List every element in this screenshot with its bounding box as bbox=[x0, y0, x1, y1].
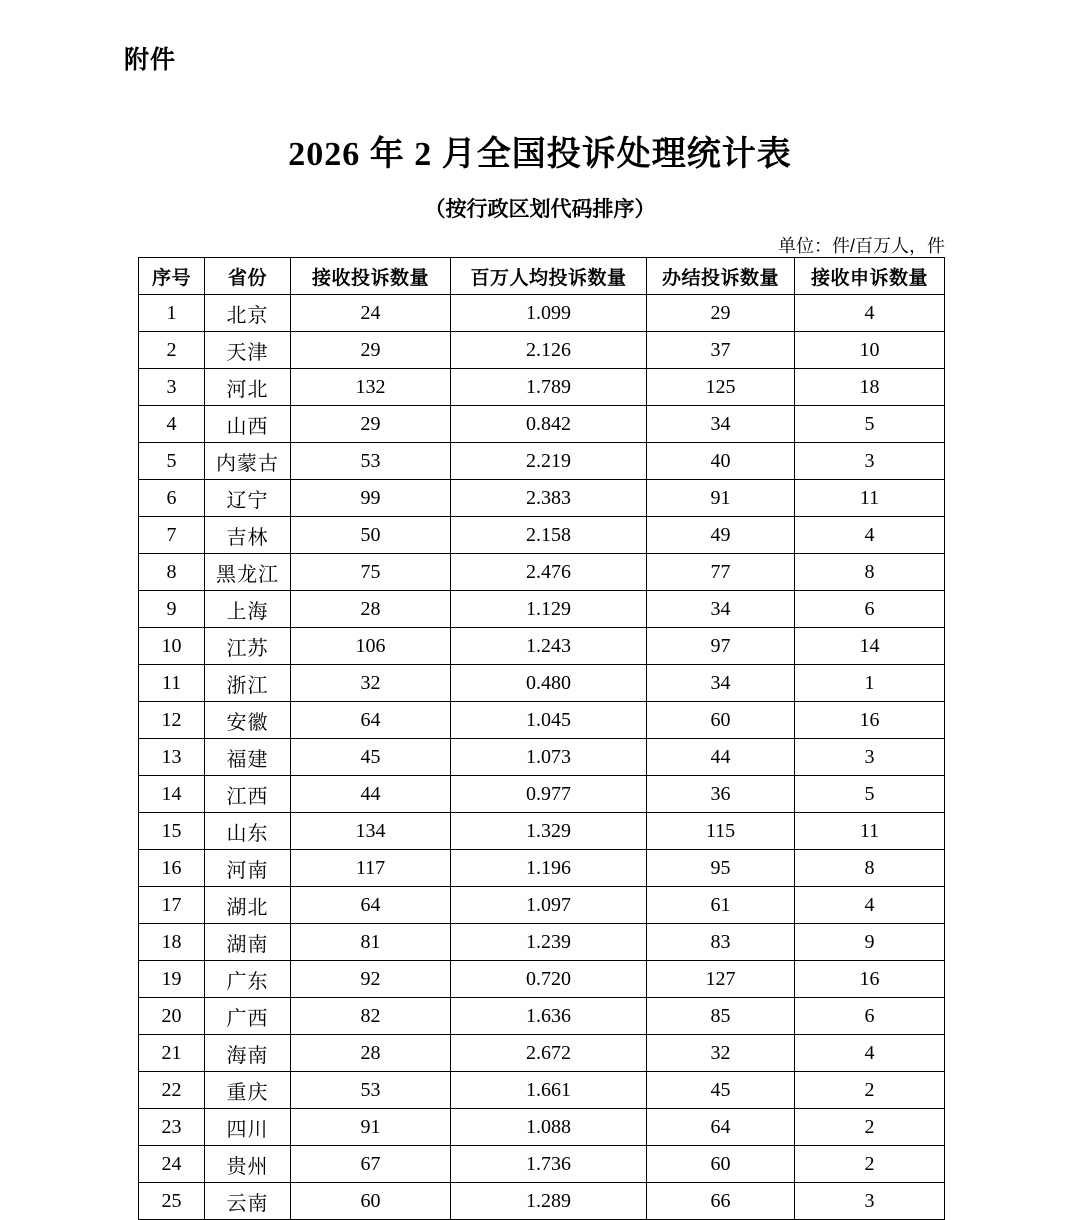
cell-index: 14 bbox=[139, 776, 205, 813]
table-row bbox=[139, 739, 945, 776]
cell-received-appeals: 4 bbox=[795, 295, 945, 332]
cell-index: 2 bbox=[139, 332, 205, 369]
cell-received-complaints: 99 bbox=[291, 480, 451, 517]
cell-received-complaints: 28 bbox=[291, 591, 451, 628]
table-row bbox=[139, 1072, 945, 1109]
column-header-received-appeals: 接收申诉数量 bbox=[795, 258, 945, 295]
cell-province: 浙江 bbox=[205, 665, 291, 702]
statistics-table bbox=[138, 257, 945, 1220]
cell-received-appeals: 14 bbox=[795, 628, 945, 665]
cell-complaints-per-million: 1.073 bbox=[451, 739, 647, 776]
cell-closed-complaints: 34 bbox=[647, 591, 795, 628]
cell-index: 10 bbox=[139, 628, 205, 665]
cell-complaints-per-million: 2.126 bbox=[451, 332, 647, 369]
cell-province: 天津 bbox=[205, 332, 291, 369]
cell-received-appeals: 10 bbox=[795, 332, 945, 369]
table-row bbox=[139, 591, 945, 628]
cell-index: 5 bbox=[139, 443, 205, 480]
table-row bbox=[139, 406, 945, 443]
cell-complaints-per-million: 1.239 bbox=[451, 924, 647, 961]
cell-complaints-per-million: 1.789 bbox=[451, 369, 647, 406]
cell-closed-complaints: 97 bbox=[647, 628, 795, 665]
cell-complaints-per-million: 2.158 bbox=[451, 517, 647, 554]
table-row bbox=[139, 1183, 945, 1220]
table-row bbox=[139, 517, 945, 554]
cell-province: 湖南 bbox=[205, 924, 291, 961]
table-row bbox=[139, 665, 945, 702]
cell-province: 安徽 bbox=[205, 702, 291, 739]
cell-complaints-per-million: 0.720 bbox=[451, 961, 647, 998]
cell-complaints-per-million: 2.219 bbox=[451, 443, 647, 480]
cell-closed-complaints: 34 bbox=[647, 665, 795, 702]
cell-closed-complaints: 125 bbox=[647, 369, 795, 406]
cell-province: 内蒙古 bbox=[205, 443, 291, 480]
cell-province: 上海 bbox=[205, 591, 291, 628]
table-row bbox=[139, 998, 945, 1035]
cell-received-complaints: 28 bbox=[291, 1035, 451, 1072]
cell-province: 北京 bbox=[205, 295, 291, 332]
cell-index: 13 bbox=[139, 739, 205, 776]
cell-closed-complaints: 36 bbox=[647, 776, 795, 813]
table-row bbox=[139, 776, 945, 813]
table-row bbox=[139, 443, 945, 480]
table-header bbox=[139, 258, 945, 295]
cell-province: 云南 bbox=[205, 1183, 291, 1220]
cell-province: 河南 bbox=[205, 850, 291, 887]
cell-received-appeals: 2 bbox=[795, 1072, 945, 1109]
cell-complaints-per-million: 2.383 bbox=[451, 480, 647, 517]
cell-received-appeals: 11 bbox=[795, 480, 945, 517]
cell-closed-complaints: 85 bbox=[647, 998, 795, 1035]
table-row bbox=[139, 480, 945, 517]
cell-received-complaints: 53 bbox=[291, 1072, 451, 1109]
cell-province: 辽宁 bbox=[205, 480, 291, 517]
cell-province: 重庆 bbox=[205, 1072, 291, 1109]
table-row bbox=[139, 1035, 945, 1072]
cell-received-complaints: 106 bbox=[291, 628, 451, 665]
cell-complaints-per-million: 0.977 bbox=[451, 776, 647, 813]
cell-received-complaints: 29 bbox=[291, 332, 451, 369]
cell-province: 江苏 bbox=[205, 628, 291, 665]
cell-received-complaints: 50 bbox=[291, 517, 451, 554]
cell-province: 河北 bbox=[205, 369, 291, 406]
cell-complaints-per-million: 1.099 bbox=[451, 295, 647, 332]
cell-closed-complaints: 91 bbox=[647, 480, 795, 517]
cell-closed-complaints: 66 bbox=[647, 1183, 795, 1220]
table-header-row bbox=[139, 258, 945, 295]
cell-complaints-per-million: 1.088 bbox=[451, 1109, 647, 1146]
cell-received-appeals: 6 bbox=[795, 591, 945, 628]
page-subtitle: （按行政区划代码排序） bbox=[424, 197, 656, 221]
cell-closed-complaints: 60 bbox=[647, 1146, 795, 1183]
cell-received-complaints: 64 bbox=[291, 887, 451, 924]
cell-complaints-per-million: 1.289 bbox=[451, 1183, 647, 1220]
cell-complaints-per-million: 0.842 bbox=[451, 406, 647, 443]
cell-index: 6 bbox=[139, 480, 205, 517]
cell-received-appeals: 18 bbox=[795, 369, 945, 406]
cell-received-complaints: 75 bbox=[291, 554, 451, 591]
cell-complaints-per-million: 1.329 bbox=[451, 813, 647, 850]
cell-province: 山西 bbox=[205, 406, 291, 443]
cell-received-complaints: 91 bbox=[291, 1109, 451, 1146]
cell-complaints-per-million: 1.045 bbox=[451, 702, 647, 739]
cell-complaints-per-million: 1.736 bbox=[451, 1146, 647, 1183]
cell-closed-complaints: 64 bbox=[647, 1109, 795, 1146]
column-header-province: 省份 bbox=[205, 258, 291, 295]
attachment-label: 附件 bbox=[124, 46, 177, 74]
cell-received-appeals: 4 bbox=[795, 887, 945, 924]
cell-received-complaints: 44 bbox=[291, 776, 451, 813]
cell-received-complaints: 67 bbox=[291, 1146, 451, 1183]
cell-received-complaints: 134 bbox=[291, 813, 451, 850]
cell-received-complaints: 117 bbox=[291, 850, 451, 887]
column-header-received-complaints: 接收投诉数量 bbox=[291, 258, 451, 295]
cell-closed-complaints: 83 bbox=[647, 924, 795, 961]
cell-closed-complaints: 44 bbox=[647, 739, 795, 776]
cell-index: 9 bbox=[139, 591, 205, 628]
table-row bbox=[139, 1146, 945, 1183]
cell-index: 19 bbox=[139, 961, 205, 998]
table-row bbox=[139, 628, 945, 665]
table-row bbox=[139, 924, 945, 961]
cell-index: 1 bbox=[139, 295, 205, 332]
column-header-complaints-per-million: 百万人均投诉数量 bbox=[451, 258, 647, 295]
column-header-index: 序号 bbox=[139, 258, 205, 295]
cell-complaints-per-million: 1.661 bbox=[451, 1072, 647, 1109]
cell-index: 7 bbox=[139, 517, 205, 554]
cell-complaints-per-million: 1.129 bbox=[451, 591, 647, 628]
cell-index: 8 bbox=[139, 554, 205, 591]
cell-received-appeals: 8 bbox=[795, 554, 945, 591]
cell-closed-complaints: 40 bbox=[647, 443, 795, 480]
cell-complaints-per-million: 1.243 bbox=[451, 628, 647, 665]
cell-index: 16 bbox=[139, 850, 205, 887]
cell-index: 24 bbox=[139, 1146, 205, 1183]
table-body bbox=[139, 295, 945, 1220]
column-header-closed-complaints: 办结投诉数量 bbox=[647, 258, 795, 295]
cell-index: 11 bbox=[139, 665, 205, 702]
cell-index: 3 bbox=[139, 369, 205, 406]
cell-complaints-per-million: 1.097 bbox=[451, 887, 647, 924]
cell-received-appeals: 11 bbox=[795, 813, 945, 850]
table-row bbox=[139, 1109, 945, 1146]
cell-closed-complaints: 77 bbox=[647, 554, 795, 591]
table-row bbox=[139, 850, 945, 887]
unit-note: 单位：件/百万人，件 bbox=[777, 236, 945, 256]
cell-province: 广西 bbox=[205, 998, 291, 1035]
cell-closed-complaints: 37 bbox=[647, 332, 795, 369]
cell-index: 20 bbox=[139, 998, 205, 1035]
cell-received-appeals: 3 bbox=[795, 443, 945, 480]
cell-closed-complaints: 61 bbox=[647, 887, 795, 924]
cell-closed-complaints: 45 bbox=[647, 1072, 795, 1109]
cell-closed-complaints: 60 bbox=[647, 702, 795, 739]
cell-received-appeals: 1 bbox=[795, 665, 945, 702]
cell-province: 黑龙江 bbox=[205, 554, 291, 591]
table-row bbox=[139, 961, 945, 998]
cell-received-appeals: 3 bbox=[795, 739, 945, 776]
cell-received-complaints: 64 bbox=[291, 702, 451, 739]
cell-received-appeals: 2 bbox=[795, 1109, 945, 1146]
cell-received-appeals: 5 bbox=[795, 406, 945, 443]
cell-received-complaints: 132 bbox=[291, 369, 451, 406]
cell-received-complaints: 81 bbox=[291, 924, 451, 961]
cell-received-complaints: 92 bbox=[291, 961, 451, 998]
page-title: 2026 年 2 月全国投诉处理统计表 bbox=[288, 136, 792, 173]
cell-province: 山东 bbox=[205, 813, 291, 850]
table-row bbox=[139, 332, 945, 369]
cell-index: 12 bbox=[139, 702, 205, 739]
cell-closed-complaints: 127 bbox=[647, 961, 795, 998]
table-row bbox=[139, 702, 945, 739]
cell-received-appeals: 16 bbox=[795, 961, 945, 998]
cell-received-appeals: 5 bbox=[795, 776, 945, 813]
cell-closed-complaints: 49 bbox=[647, 517, 795, 554]
cell-closed-complaints: 115 bbox=[647, 813, 795, 850]
cell-closed-complaints: 34 bbox=[647, 406, 795, 443]
table-row bbox=[139, 369, 945, 406]
cell-province: 江西 bbox=[205, 776, 291, 813]
cell-received-appeals: 4 bbox=[795, 1035, 945, 1072]
cell-received-complaints: 53 bbox=[291, 443, 451, 480]
cell-received-appeals: 6 bbox=[795, 998, 945, 1035]
cell-closed-complaints: 95 bbox=[647, 850, 795, 887]
cell-received-complaints: 82 bbox=[291, 998, 451, 1035]
cell-received-appeals: 3 bbox=[795, 1183, 945, 1220]
cell-index: 4 bbox=[139, 406, 205, 443]
cell-received-appeals: 9 bbox=[795, 924, 945, 961]
cell-index: 21 bbox=[139, 1035, 205, 1072]
cell-complaints-per-million: 0.480 bbox=[451, 665, 647, 702]
cell-province: 四川 bbox=[205, 1109, 291, 1146]
cell-index: 17 bbox=[139, 887, 205, 924]
cell-index: 22 bbox=[139, 1072, 205, 1109]
cell-province: 福建 bbox=[205, 739, 291, 776]
cell-province: 湖北 bbox=[205, 887, 291, 924]
cell-received-complaints: 60 bbox=[291, 1183, 451, 1220]
cell-received-complaints: 29 bbox=[291, 406, 451, 443]
cell-index: 15 bbox=[139, 813, 205, 850]
cell-complaints-per-million: 1.636 bbox=[451, 998, 647, 1035]
cell-complaints-per-million: 2.476 bbox=[451, 554, 647, 591]
cell-province: 吉林 bbox=[205, 517, 291, 554]
cell-index: 18 bbox=[139, 924, 205, 961]
cell-received-complaints: 45 bbox=[291, 739, 451, 776]
table-row bbox=[139, 295, 945, 332]
cell-received-complaints: 24 bbox=[291, 295, 451, 332]
cell-province: 贵州 bbox=[205, 1146, 291, 1183]
cell-received-appeals: 8 bbox=[795, 850, 945, 887]
table-row bbox=[139, 887, 945, 924]
cell-received-complaints: 32 bbox=[291, 665, 451, 702]
cell-received-appeals: 4 bbox=[795, 517, 945, 554]
cell-province: 广东 bbox=[205, 961, 291, 998]
cell-province: 海南 bbox=[205, 1035, 291, 1072]
cell-received-appeals: 16 bbox=[795, 702, 945, 739]
cell-index: 25 bbox=[139, 1183, 205, 1220]
cell-complaints-per-million: 2.672 bbox=[451, 1035, 647, 1072]
cell-complaints-per-million: 1.196 bbox=[451, 850, 647, 887]
cell-closed-complaints: 29 bbox=[647, 295, 795, 332]
table-row bbox=[139, 813, 945, 850]
table-row bbox=[139, 554, 945, 591]
cell-closed-complaints: 32 bbox=[647, 1035, 795, 1072]
cell-received-appeals: 2 bbox=[795, 1146, 945, 1183]
cell-index: 23 bbox=[139, 1109, 205, 1146]
